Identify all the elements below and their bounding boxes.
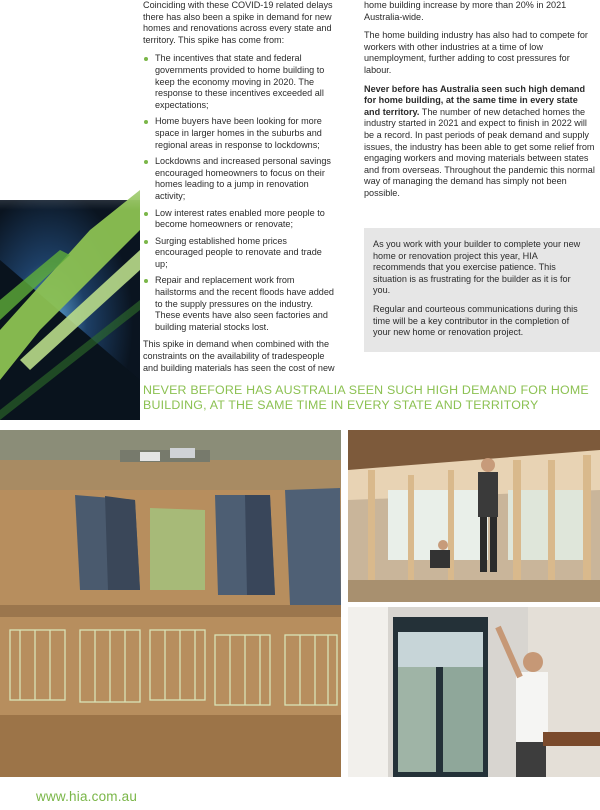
list-item: Home buyers have been looking for more space in larger homes in the suburbs and regional areas in response to lockdowns; [143,116,336,151]
timber-framing-photo [348,430,600,602]
footer-website-link[interactable]: www.hia.com.au [36,789,138,804]
demand-paragraph [364,84,596,200]
list-item: Low interest rates enabled more people to become homeowners or renovate; [143,208,336,231]
callout-paragraph-2: Regular and courteous communications during this time will be a key contributor in the completion of your new home or renovation project. [373,303,578,338]
aerial-construction-photo [0,430,341,777]
list-item: The incentives that state and federal governments provided to home building to keep the economy moving in 2020. The response to these incentives exceeded all expectations; [143,53,336,111]
window-installation-photo [348,607,600,777]
left-text-column [143,0,336,381]
advice-callout-box [364,228,600,352]
competition-paragraph: The home building industry has also had to compete for workers with other industries at a time of low unemployment, further adding to cost pressures for labour. [364,30,588,75]
pull-quote-headline: NEVER BEFORE HAS AUSTRALIA SEEN SUCH HIGH DEMAND FOR HOME BUILDING, AT THE SAME TIME IN EVERY STATE AND TERRITORY [143,383,589,412]
right-text-column [364,0,596,207]
callout-paragraph-1: As you work with your builder to complete your new home or renovation project this year, HIA recommends that you exercise patience. This situation is as frustrating for the builder as it is for you. [373,239,581,296]
list-item: Surging established home prices encouraged people to renovate and trade up; [143,236,336,271]
demand-emphasis: Never before has Australia seen such high demand for home building, at the same time in every state and territory. [364,83,586,117]
demand-detail: The number of new detached homes the industry started in 2021 and expect to finish in 2022 will be a record. In past periods of peak demand and supply issues, the industry has been able to get some relief from engaging workers and moving materials between states and from overseas. Throughout the pandemic this normal way of managing the demand has simply not been possible. [364,106,595,198]
decorative-artwork [0,0,140,420]
closing-paragraph: This spike in demand when combined with the constraints on the availability of tradespeople and building materials has seen the cost of new [143,339,335,373]
demand-causes-list [143,53,336,333]
intro-paragraph: Coinciding with these COVID-19 related delays there has also been a spike in demand for new homes and renovations across every state and territory. This spike has come from: [143,0,333,45]
list-item: Repair and replacement work from hailstorms and the recent floods have added to the supply pressures on the industry. These events have also seen factories and building material stocks lost. [143,275,336,333]
list-item: Lockdowns and increased personal savings encouraged homeowners to focus on their homes leading to a jump in renovation activity; [143,156,336,202]
continuation-paragraph: home building increase by more than 20% in 2021 Australia-wide. [364,0,567,22]
